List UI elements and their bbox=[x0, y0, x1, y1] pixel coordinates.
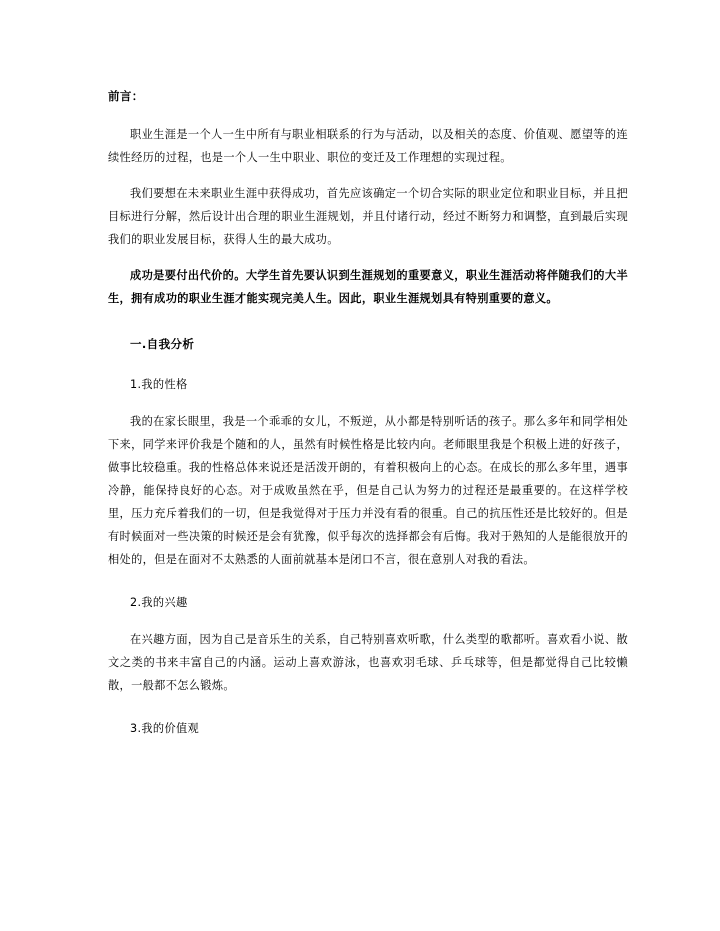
subheading-my-interests: 2.我的兴趣 bbox=[130, 595, 188, 609]
subheading-my-values: 3.我的价值观 bbox=[130, 721, 200, 735]
subheading-my-personality: 1.我的性格 bbox=[130, 378, 188, 392]
preface-paragraph-2: 我们要想在未来职业生涯中获得成功，首先应该确定一个切合实际的职业定位和职业目标，并且把目标进行分解，然后设计出合理的职业生涯规划，并且付诸行动，经过不断努力和调整，直到最后实现我们的职业发展目标，获得人生的最大成功。 bbox=[108, 186, 628, 246]
interests-paragraph: 在兴趣方面，因为自己是音乐生的关系，自己特别喜欢听歌，什么类型的歌都听。喜欢看小说、散文之类的书来丰富自己的内涵。运动上喜欢游泳，也喜欢羽毛球、乒乓球等，但是都觉得自己比较懒散，一般都不怎么锻炼。 bbox=[108, 632, 628, 692]
preface-paragraph-3: 成功是要付出代价的。大学生首先要认识到生涯规划的重要意义，职业生涯活动将伴随我们的大半生，拥有成功的职业生涯才能实现完美人生。因此，职业生涯规划具有特别重要的意义。 bbox=[108, 268, 628, 305]
preface-paragraph-1: 职业生涯是一个人一生中所有与职业相联系的行为与活动，以及相关的态度、价值观、愿望等的连续性经历的过程，也是一个人一生中职业、职位的变迁及工作理想的实现过程。 bbox=[108, 127, 628, 164]
preface-heading: 前言： bbox=[108, 89, 144, 103]
document-body bbox=[108, 88, 628, 741]
section-heading-self-analysis: 一.自我分析 bbox=[130, 337, 195, 352]
personality-paragraph: 我的在家长眼里，我是一个乖乖的女儿，不叛逆，从小都是特别听话的孩子。那么多年和同学相处下来，同学来评价我是个随和的人，虽然有时候性格是比较内向。老师眼里我是个积极上进的好孩子，做事比较稳重。我的性格总体来说还是活泼开朗的，有着积极向上的心态。在成长的那么多年里，遇事冷静，能保持良好的心态。对于成败虽然在乎，但是自己认为努力的过程还是最重要的。在这样学校里，压力充斥着我们的一切，但是我觉得对于压力并没有看的很重。自己的抗压性还是比较好的。但是有时候面对一些决策的时候还是会有犹豫，似乎每次的选择都会有后悔。我对于熟知的人是能很放开的相处的，但是在面对不太熟悉的人面前就基本是闭口不言，很在意别人对我的看法。 bbox=[108, 415, 628, 566]
